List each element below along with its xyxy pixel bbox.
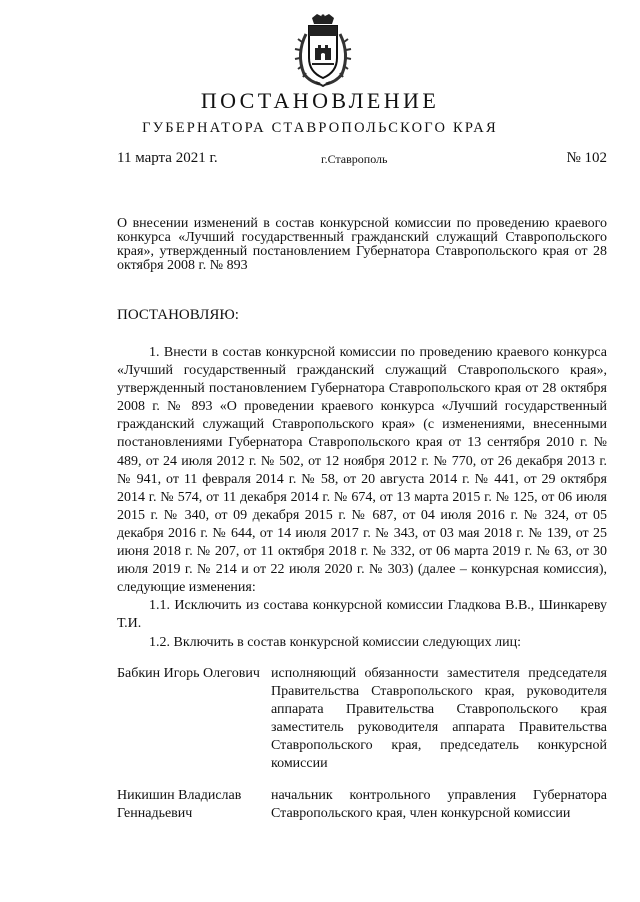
body-text	[117, 344, 607, 652]
document-heading: О внесении изменений в состав конкурсной комиссии по проведению краевого конкурса «Лучший государственный гражданский служащий Ставропольского края», утвержденный постановлением Губернатора Ставропольского края от 28 октября 2008 г. № 893	[117, 216, 607, 273]
decree-word: ПОСТАНОВЛЯЮ:	[117, 307, 239, 323]
paragraph-1-1: 1.1. Исключить из состава конкурсной комиссии Гладкова В.В., Шинкареву Т.И.	[117, 598, 607, 632]
person-name: Бабкин Игорь Олегович	[117, 666, 260, 681]
person-role: исполняющий обязанности заместителя председателя Правительства Ставропольского края, руководителя аппарата Правительства Ставропольского края заместитель руководителя аппарата Правительства Ставропольского края, председатель конкурсной комиссии	[271, 666, 607, 771]
person-name: Никишин Владислав Геннадьевич	[117, 788, 242, 821]
document-city: г.Ставрополь	[321, 152, 388, 166]
coat-of-arms-emblem	[290, 14, 356, 88]
document-date: 11 марта 2021 г.	[117, 150, 218, 166]
document-meta	[117, 150, 607, 170]
paragraph-1: 1. Внести в состав конкурсной комиссии по проведению краевого конкурса «Лучший государственный гражданский служащий Ставропольского края», утвержденный постановлением Губернатора Ставропольского края от 28 октября 2008 г. № 893 «О проведении краевого конкурса «Лучший государственный гражданский служащий Ставропольского края» (с изменениями, внесенными постановлениями Губернатора Ставропольского края от 13 сентября 2010 г. № 489, от 24 июля 2012 г. № 502, от 12 ноября 2012 г. № 770, от 26 декабря 2013 г. № 941, от 11 февраля 2014 г. № 58, от 20 августа 2014 г. № 441, от 29 октября 2014 г. № 574, от 11 декабря 2014 г. № 674, от 13 марта 2015 г. № 125, от 06 июля 2015 г. № 340, от 09 декабря 2015 г. № 687, от 04 июля 2016 г. № 324, от 05 декабря 2016 г. № 644, от 14 июля 2017 г. № 343, от 03 мая 2018 г. № 139, от 25 июня 2018 г. № 207, от 11 октября 2018 г. № 332, от 06 марта 2019 г. № 63, от 30 июля 2019 г. № 214 и от 22 июля 2020 г. № 303) (далее – конкурсная комиссия), следующие изменения:	[117, 345, 607, 596]
document-number: № 102	[566, 150, 607, 166]
document-subtitle: ГУБЕРНАТОРА СТАВРОПОЛЬСКОГО КРАЯ	[142, 120, 498, 136]
document-title: ПОСТАНОВЛЕНИЕ	[200, 88, 440, 113]
person-role: начальник контрольного управления Губернатора Ставропольского края, член конкурсной комиссии	[271, 788, 607, 821]
paragraph-1-2: 1.2. Включить в состав конкурсной комиссии следующих лиц:	[149, 634, 522, 650]
